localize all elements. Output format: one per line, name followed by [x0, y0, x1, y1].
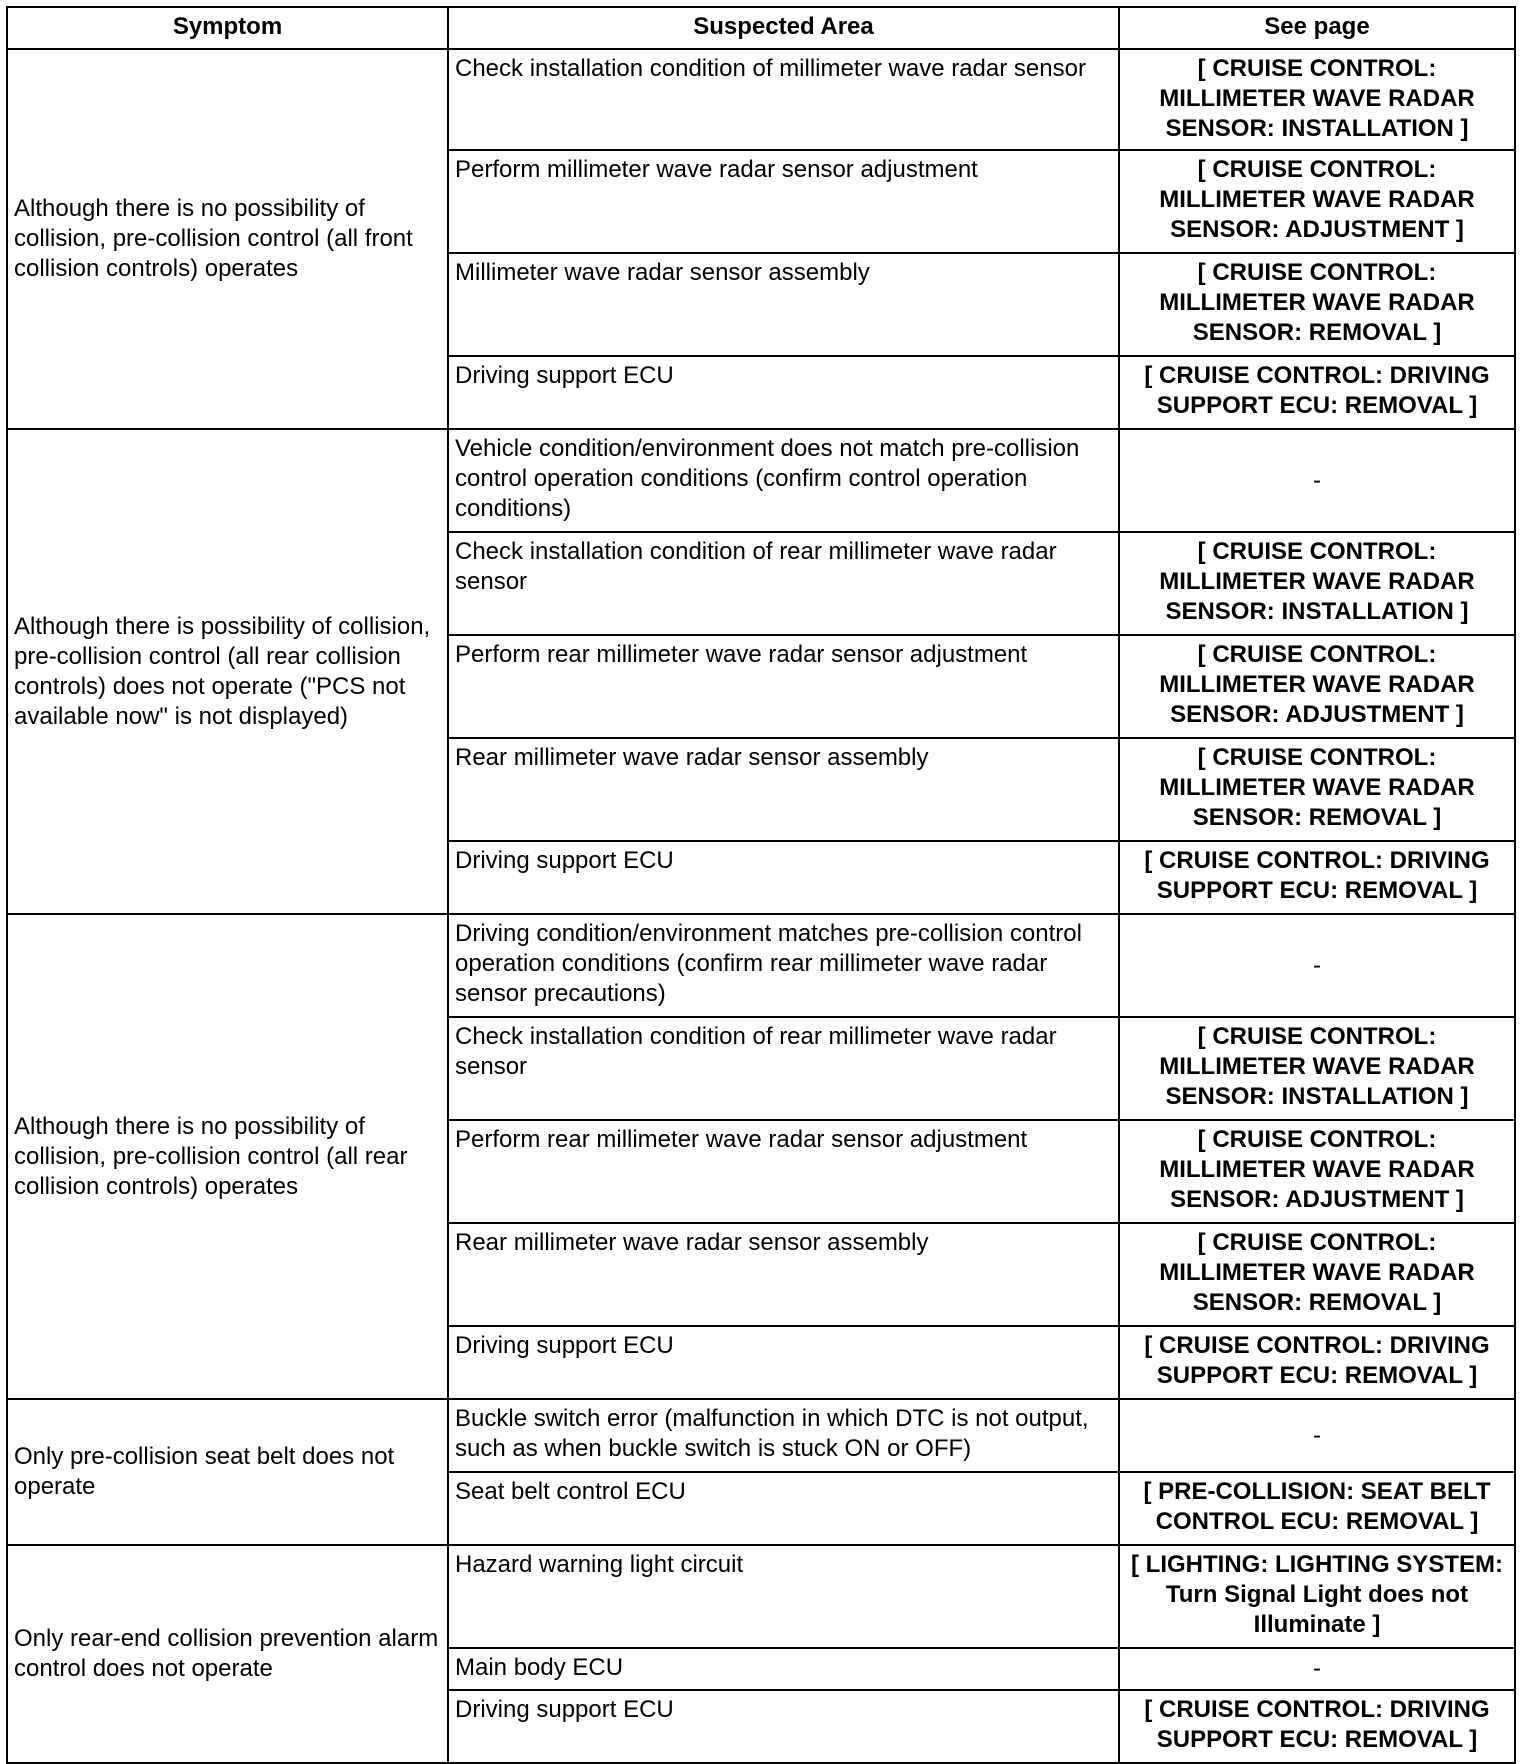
symptom-cell: Although there is no possibility of collision, pre-collision control (all rear collision controls) operates — [7, 914, 448, 1399]
suspected-area-cell: Hazard warning light circuit — [448, 1545, 1119, 1648]
suspected-area-cell: Check installation condition of millimeter wave radar sensor — [448, 49, 1119, 150]
table-row — [7, 1545, 1515, 1648]
see-page-link[interactable]: [ CRUISE CONTROL: MILLIMETER WAVE RADAR SENSOR: INSTALLATION ] — [1119, 532, 1515, 635]
see-page-link[interactable]: [ CRUISE CONTROL: DRIVING SUPPORT ECU: REMOVAL ] — [1119, 841, 1515, 914]
symptom-cell: Only rear-end collision prevention alarm control does not operate — [7, 1545, 448, 1763]
suspected-area-cell: Driving support ECU — [448, 1326, 1119, 1399]
suspected-area-cell: Seat belt control ECU — [448, 1472, 1119, 1545]
see-page-link[interactable]: [ CRUISE CONTROL: MILLIMETER WAVE RADAR SENSOR: ADJUSTMENT ] — [1119, 635, 1515, 738]
table-row — [7, 1399, 1515, 1472]
see-page-cell: - — [1119, 914, 1515, 1017]
table-row — [7, 429, 1515, 532]
symptom-cell: Although there is possibility of collision, pre-collision control (all rear collision controls) does not operate ("PCS not available now" is not displayed) — [7, 429, 448, 914]
header-row — [7, 7, 1515, 49]
see-page-link[interactable]: [ CRUISE CONTROL: MILLIMETER WAVE RADAR SENSOR: INSTALLATION ] — [1119, 49, 1515, 150]
symptom-cell: Only pre-collision seat belt does not operate — [7, 1399, 448, 1545]
table-row — [7, 49, 1515, 150]
see-page-link[interactable]: [ CRUISE CONTROL: MILLIMETER WAVE RADAR SENSOR: ADJUSTMENT ] — [1119, 150, 1515, 253]
suspected-area-cell: Millimeter wave radar sensor assembly — [448, 253, 1119, 356]
suspected-area-cell: Driving condition/environment matches pre-collision control operation conditions (confirm rear millimeter wave radar sensor precautions) — [448, 914, 1119, 1017]
suspected-area-cell: Driving support ECU — [448, 841, 1119, 914]
suspected-area-cell: Perform millimeter wave radar sensor adjustment — [448, 150, 1119, 253]
see-page-cell: - — [1119, 429, 1515, 532]
suspected-area-cell: Vehicle condition/environment does not match pre-collision control operation conditions (confirm control operation conditions) — [448, 429, 1119, 532]
see-page-cell: - — [1119, 1399, 1515, 1472]
see-page-link[interactable]: [ CRUISE CONTROL: MILLIMETER WAVE RADAR SENSOR: REMOVAL ] — [1119, 738, 1515, 841]
see-page-link[interactable]: [ CRUISE CONTROL: DRIVING SUPPORT ECU: REMOVAL ] — [1119, 1690, 1515, 1763]
header-see-page: See page — [1119, 7, 1515, 49]
see-page-link[interactable]: [ CRUISE CONTROL: MILLIMETER WAVE RADAR SENSOR: REMOVAL ] — [1119, 1223, 1515, 1326]
suspected-area-cell: Rear millimeter wave radar sensor assembly — [448, 738, 1119, 841]
see-page-link[interactable]: [ CRUISE CONTROL: MILLIMETER WAVE RADAR SENSOR: ADJUSTMENT ] — [1119, 1120, 1515, 1223]
suspected-area-cell: Perform rear millimeter wave radar sensor adjustment — [448, 1120, 1119, 1223]
suspected-area-cell: Buckle switch error (malfunction in which DTC is not output, such as when buckle switch is stuck ON or OFF) — [448, 1399, 1119, 1472]
table-row — [7, 914, 1515, 1017]
symptom-cell: Although there is no possibility of collision, pre-collision control (all front collision controls) operates — [7, 49, 448, 429]
see-page-link[interactable]: [ CRUISE CONTROL: DRIVING SUPPORT ECU: REMOVAL ] — [1119, 1326, 1515, 1399]
suspected-area-cell: Driving support ECU — [448, 1690, 1119, 1763]
diagnosis-table — [6, 6, 1516, 1764]
suspected-area-cell: Perform rear millimeter wave radar sensor adjustment — [448, 635, 1119, 738]
see-page-link[interactable]: [ LIGHTING: LIGHTING SYSTEM: Turn Signal Light does not Illuminate ] — [1119, 1545, 1515, 1648]
header-suspected-area: Suspected Area — [448, 7, 1119, 49]
suspected-area-cell: Main body ECU — [448, 1648, 1119, 1690]
suspected-area-cell: Rear millimeter wave radar sensor assembly — [448, 1223, 1119, 1326]
see-page-cell: - — [1119, 1648, 1515, 1690]
see-page-link[interactable]: [ CRUISE CONTROL: MILLIMETER WAVE RADAR SENSOR: REMOVAL ] — [1119, 253, 1515, 356]
suspected-area-cell: Driving support ECU — [448, 356, 1119, 429]
suspected-area-cell: Check installation condition of rear millimeter wave radar sensor — [448, 1017, 1119, 1120]
see-page-link[interactable]: [ PRE-COLLISION: SEAT BELT CONTROL ECU: REMOVAL ] — [1119, 1472, 1515, 1545]
see-page-link[interactable]: [ CRUISE CONTROL: DRIVING SUPPORT ECU: REMOVAL ] — [1119, 356, 1515, 429]
suspected-area-cell: Check installation condition of rear millimeter wave radar sensor — [448, 532, 1119, 635]
see-page-link[interactable]: [ CRUISE CONTROL: MILLIMETER WAVE RADAR SENSOR: INSTALLATION ] — [1119, 1017, 1515, 1120]
header-symptom: Symptom — [7, 7, 448, 49]
